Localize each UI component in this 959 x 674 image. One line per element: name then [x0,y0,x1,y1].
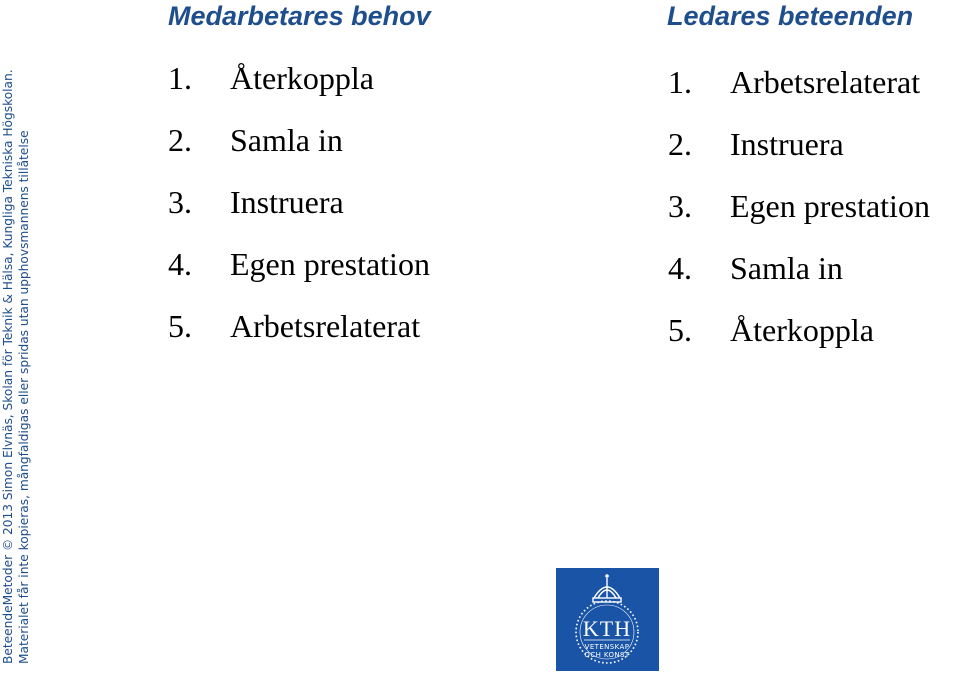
list-item [668,124,930,186]
list-item-text: Arbetsrelaterat [730,64,921,100]
copyright-notice [0,0,40,664]
copyright-line-2: Materialet får inte kopieras, mångfaldigas eller spridas utan upphovsmannens tillåtelse [17,130,31,664]
list-item-text: Återkoppla [730,312,874,348]
list-item-text: Återkoppla [230,60,374,96]
list-item-text: Instruera [230,184,344,220]
list-item [668,310,930,372]
list-item-text: Samla in [730,250,843,286]
list-item [168,244,430,306]
leader-behaviors-list [668,62,930,372]
kth-logo [556,568,659,671]
list-item-text: Arbetsrelaterat [230,308,421,344]
list-item-number: 3. [668,188,692,224]
employee-needs-list [168,58,430,368]
copyright-line-1: BeteendeMetoder © 2013 Simon Elvnäs, Skolan för Teknik & Hälsa, Kungliga Tekniska Högskolan. [1,69,15,664]
list-item-number: 1. [668,64,692,100]
list-item-number: 5. [668,312,692,348]
list-item [668,62,930,124]
logo-subtitle-2: OCH KONST [584,651,630,659]
logo-title: KTH [582,616,632,641]
list-item-number: 4. [168,246,192,282]
list-item [168,120,430,182]
leader-behaviors-heading: Ledares beteenden [667,1,914,31]
list-item-number: 3. [168,184,192,220]
list-item [168,58,430,120]
employee-needs-heading: Medarbetares behov [168,1,431,31]
kth-emblem-icon [556,568,659,671]
list-item-number: 1. [168,60,192,96]
list-item-number: 5. [168,308,192,344]
list-item-text: Egen prestation [730,188,930,224]
list-item-text: Samla in [230,122,343,158]
list-item [168,306,430,368]
list-item [168,182,430,244]
list-item-number: 2. [168,122,192,158]
list-item [668,186,930,248]
logo-subtitle-1: VETENSKAP [584,643,630,651]
list-item-text: Egen prestation [230,246,430,282]
list-item-number: 4. [668,250,692,286]
list-item-number: 2. [668,126,692,162]
list-item-text: Instruera [730,126,844,162]
list-item [668,248,930,310]
